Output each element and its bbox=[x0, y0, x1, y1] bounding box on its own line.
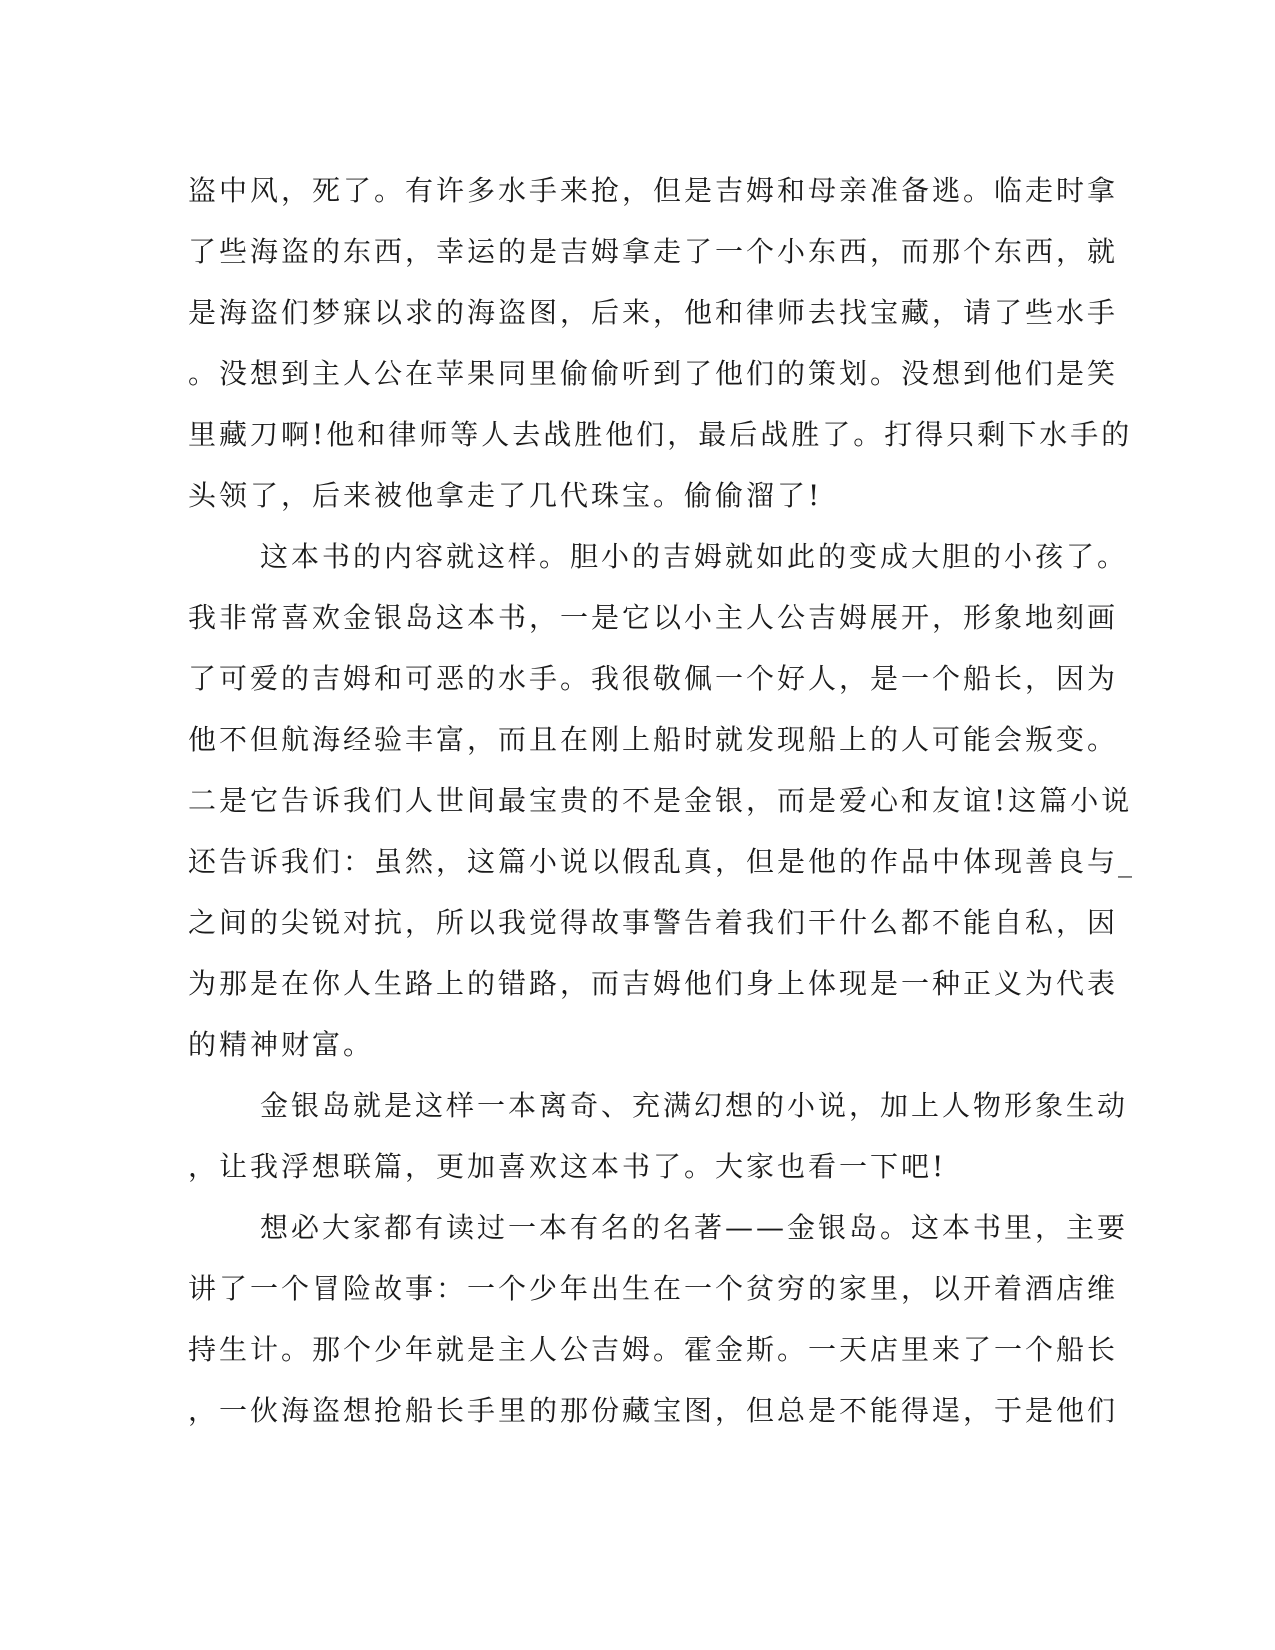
body-text bbox=[188, 160, 1136, 1441]
text-line: 盗中风，死了。有许多水手来抢，但是吉姆和母亲准备逃。临走时拿 bbox=[188, 174, 1119, 207]
paragraph-first-line: 想必大家都有读过一本有名的名著——金银岛。这本书里，主要 bbox=[260, 1211, 1129, 1244]
text-line: 。没想到主人公在苹果同里偷偷听到了他们的策划。没想到他们是笑 bbox=[188, 357, 1119, 390]
text-line: 他不但航海经验丰富，而且在刚上船时就发现船上的人可能会叛变。 bbox=[188, 723, 1119, 756]
text-line: 里藏刀啊!他和律师等人去战胜他们，最后战胜了。打得只剩下水手的 bbox=[188, 418, 1133, 451]
text-line: ，让我浮想联篇，更加喜欢这本书了。大家也看一下吧! bbox=[188, 1150, 947, 1183]
text-line: 持生计。那个少年就是主人公吉姆。霍金斯。一天店里来了一个船长 bbox=[188, 1333, 1119, 1366]
text-line: 是海盗们梦寐以求的海盗图，后来，他和律师去找宝藏，请了些水手 bbox=[188, 296, 1119, 329]
text-line: 之间的尖锐对抗，所以我觉得故事警告着我们干什么都不能自私，因 bbox=[188, 906, 1119, 939]
text-line: 还告诉我们：虽然，这篇小说以假乱真，但是他的作品中体现善良与_ bbox=[188, 845, 1136, 878]
paragraph-first-line: 这本书的内容就这样。胆小的吉姆就如此的变成大胆的小孩了。 bbox=[260, 540, 1129, 573]
text-line: 为那是在你人生路上的错路，而吉姆他们身上体现是一种正义为代表 bbox=[188, 967, 1119, 1000]
text-line: 头领了，后来被他拿走了几代珠宝。偷偷溜了! bbox=[188, 479, 823, 512]
text-line: 二是它告诉我们人世间最宝贵的不是金银，而是爱心和友谊!这篇小说 bbox=[188, 784, 1133, 817]
text-line: 了些海盗的东西，幸运的是吉姆拿走了一个小东西，而那个东西，就 bbox=[188, 235, 1119, 268]
text-line: 我非常喜欢金银岛这本书，一是它以小主人公吉姆展开，形象地刻画 bbox=[188, 601, 1119, 634]
text-line: 的精神财富。 bbox=[188, 1028, 375, 1061]
text-line: ，一伙海盗想抢船长手里的那份藏宝图，但总是不能得逞，于是他们 bbox=[188, 1394, 1119, 1427]
text-line: 了可爱的吉姆和可恶的水手。我很敬佩一个好人，是一个船长，因为 bbox=[188, 662, 1119, 695]
text-line: 讲了一个冒险故事：一个少年出生在一个贫穷的家里，以开着酒店维 bbox=[188, 1272, 1119, 1305]
paragraph-first-line: 金银岛就是这样一本离奇、充满幻想的小说，加上人物形象生动 bbox=[260, 1089, 1129, 1122]
